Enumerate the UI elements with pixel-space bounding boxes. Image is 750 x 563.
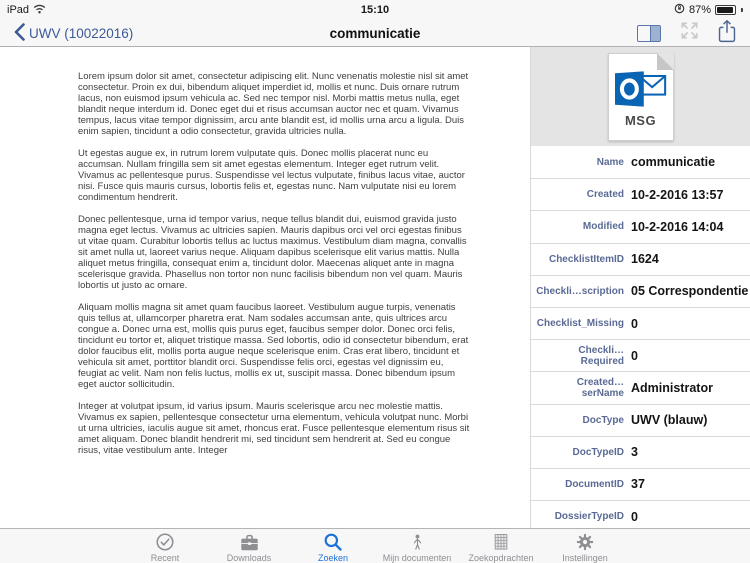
field-value: 10-2-2016 13:57 <box>631 187 724 202</box>
metadata-row <box>531 275 750 307</box>
tab-zoekopdrachten[interactable] <box>459 532 543 563</box>
expand-icon <box>678 19 701 47</box>
grid-icon <box>491 532 511 552</box>
file-icon-area <box>531 47 750 146</box>
tab-label: Zoeken <box>317 553 349 563</box>
back-button[interactable] <box>14 23 133 44</box>
search-icon <box>323 532 343 552</box>
metadata-row <box>531 146 750 178</box>
metadata-row <box>531 339 750 371</box>
field-label: Modified <box>582 221 624 233</box>
field-label: Created…serName <box>576 376 624 399</box>
clock: 15:10 <box>360 4 390 16</box>
status-bar <box>0 0 750 20</box>
metadata-row <box>531 404 750 436</box>
field-value: 0 <box>631 316 638 331</box>
field-label: Checklist_Missing <box>536 318 624 330</box>
tab-bar <box>0 528 750 563</box>
field-value: 0 <box>631 348 638 363</box>
tab-downloads[interactable] <box>207 532 291 563</box>
back-label: UWV (10022016) <box>29 25 134 41</box>
metadata-row <box>531 178 750 210</box>
content-area <box>0 47 750 528</box>
page-fold-cut <box>657 53 674 70</box>
share-icon[interactable] <box>718 19 736 48</box>
tab-label: Zoekopdrachten <box>468 553 534 563</box>
metadata-row <box>531 500 750 528</box>
tab-label: Recent <box>150 553 180 563</box>
rotation-lock-icon <box>674 3 685 17</box>
document-paragraph: Aliquam mollis magna sit amet quam faucibus laoreet. Vestibulum augue turpis, venenatis quis tellus at, ullamcorper pharetra erat. Nam sodales accumsan ante, quis ultrices arcu congue a. Donec urna est, mollis quis purus eget, faucibus semper dolor. Donec orci felis, tincidunt eu tortor et, aliquet tristique massa. Sed lobortis, odio id consectetur bibendum, erat dolor faucibus elit, mollis porta augue neque scelerisque enim. Cras erat libero, tincidunt et vehicula sit amet, porttitor blandit orci. Suspendisse felis orci, egestas vel dignissim eu, feugiat ac velit. Nam non felis luctus, mollis ex ut, suscipit massa. Donec bibendum ipsum eget auctor sollicitudin. <box>78 302 469 390</box>
field-label: DocType <box>582 414 624 426</box>
metadata-row <box>531 468 750 500</box>
field-value: communicatie <box>631 155 716 170</box>
metadata-panel[interactable] <box>530 47 750 528</box>
field-label: ChecklistItemID <box>548 253 624 265</box>
field-value: UWV (blauw) <box>631 413 708 428</box>
person-icon <box>409 532 426 552</box>
nav-bar <box>0 20 750 47</box>
field-label: DocumentID <box>565 478 624 490</box>
file-type-badge: MSG <box>624 112 657 128</box>
chevron-left-icon <box>14 23 25 44</box>
metadata-row <box>531 210 750 242</box>
document-paragraph: Integer at volutpat ipsum, id varius ipsum. Mauris scelerisque arcu nec molestie mattis. Vivamus ex sapien, pellentesque consectetur urna elementum, vehicula volutpat nunc. Morbi ut urna ultricies, iaculis augue sit amet, rhoncus erat. Fusce pellentesque elementum risus sit amet aliquam. Donec blandit hendrerit mi, sed tincidunt sem hendrerit at. Sed eu congue risus, vitae vestibulum ante. Integer <box>78 401 470 456</box>
tab-recent[interactable] <box>123 532 207 563</box>
battery-percent: 87% <box>688 4 711 16</box>
document-paragraph: Ut egestas augue ex, in rutrum lorem vulputate quis. Donec mollis placerat nunc eu accumsan. Nullam fringilla sem sit amet egestas elementum. Integer eget rutrum velit. Vivamus ac pellentesque purus. Suspendisse vel lectus vulputate, finibus lacus vitae, auctor nisi. Fusce quis mauris cursus, lobortis felis et, egestas nunc. Nam vulputate nisi eu lorem condimentum hendrerit. <box>78 148 465 203</box>
outlook-msg-icon <box>608 53 674 141</box>
metadata-fields <box>531 146 750 528</box>
gear-icon <box>575 532 595 552</box>
field-value: 0 <box>631 509 638 524</box>
document-preview[interactable] <box>0 47 530 528</box>
field-label: DocTypeID <box>572 446 624 458</box>
field-label: Name <box>596 156 624 168</box>
metadata-row <box>531 243 750 275</box>
split-view-icon[interactable] <box>637 25 661 42</box>
field-label: DossierTypeID <box>554 511 624 523</box>
field-value: 3 <box>631 445 638 460</box>
tab-label: Instellingen <box>562 553 608 563</box>
metadata-row <box>531 307 750 339</box>
tab-label: Downloads <box>226 553 272 563</box>
document-paragraph: Donec pellentesque, urna id tempor varius, neque tellus blandit dui, euismod gravida justo magna eget lectus. Vivamus ac ultricies sapien. Mauris dapibus orci vel orci egestas finibus ut vitae quam. Curabitur lobortis tellus ac luctus maximus. Vestibulum diam magna, convallis sit amet nulla ut, laoreet varius neque. Aliquam dapibus scelerisque elit varius mattis. Nulla aliquet metus fringilla, consequat enim a, tincidunt dolor. Maecenas aliquet ante in magna scelerisque gravida. Phasellus non tortor non nunc facilisis bibendum non vel quam. Mauris lobortis ut justo ac ornare. <box>78 214 467 291</box>
tab-label: Mijn documenten <box>382 553 452 563</box>
battery-icon <box>715 5 736 15</box>
field-value: 10-2-2016 14:04 <box>631 219 724 234</box>
briefcase-icon <box>239 532 260 552</box>
field-value: 1624 <box>631 252 659 267</box>
metadata-row <box>531 371 750 403</box>
field-label: Checkli…Required <box>578 344 624 367</box>
device-label: iPad <box>7 4 30 16</box>
status-right <box>674 3 743 17</box>
field-value: 05 Correspondentie <box>631 284 749 299</box>
battery-nub <box>741 8 743 12</box>
tab-instellingen[interactable] <box>543 532 627 563</box>
clock-check-icon <box>155 532 175 552</box>
tab-mijn-documenten[interactable] <box>375 532 459 563</box>
field-label: Created <box>586 189 624 201</box>
metadata-row <box>531 436 750 468</box>
nav-actions <box>637 19 736 48</box>
outlook-logo-icon <box>615 71 667 107</box>
field-value: Administrator <box>631 380 713 395</box>
document-paragraph: Lorem ipsum dolor sit amet, consectetur adipiscing elit. Nunc venenatis molestie nisl sit amet consectetur. Proin ex dui, bibendum aliquet imperdiet id, mollis et nunc. Duis ornare rutrum lacus, non euismod ipsum vehicula ac. Sed nec tempor nisl. Morbi mattis metus nulla, eget blandit neque interdum id. Donec eget dui et risus accumsan auctor nec et quam. Vivamus tempus, lacus vitae tempor dignissim, arcu ante blandit est, id mollis urna arcu a ligula. Duis enim sapien, tincidunt a odio consectetur, gravida ultricies nulla. <box>78 71 469 137</box>
page-title: communicatie <box>329 25 421 41</box>
field-value: 37 <box>631 477 645 492</box>
tab-zoeken[interactable] <box>291 532 375 563</box>
field-label: Checkli…scription <box>536 285 624 297</box>
